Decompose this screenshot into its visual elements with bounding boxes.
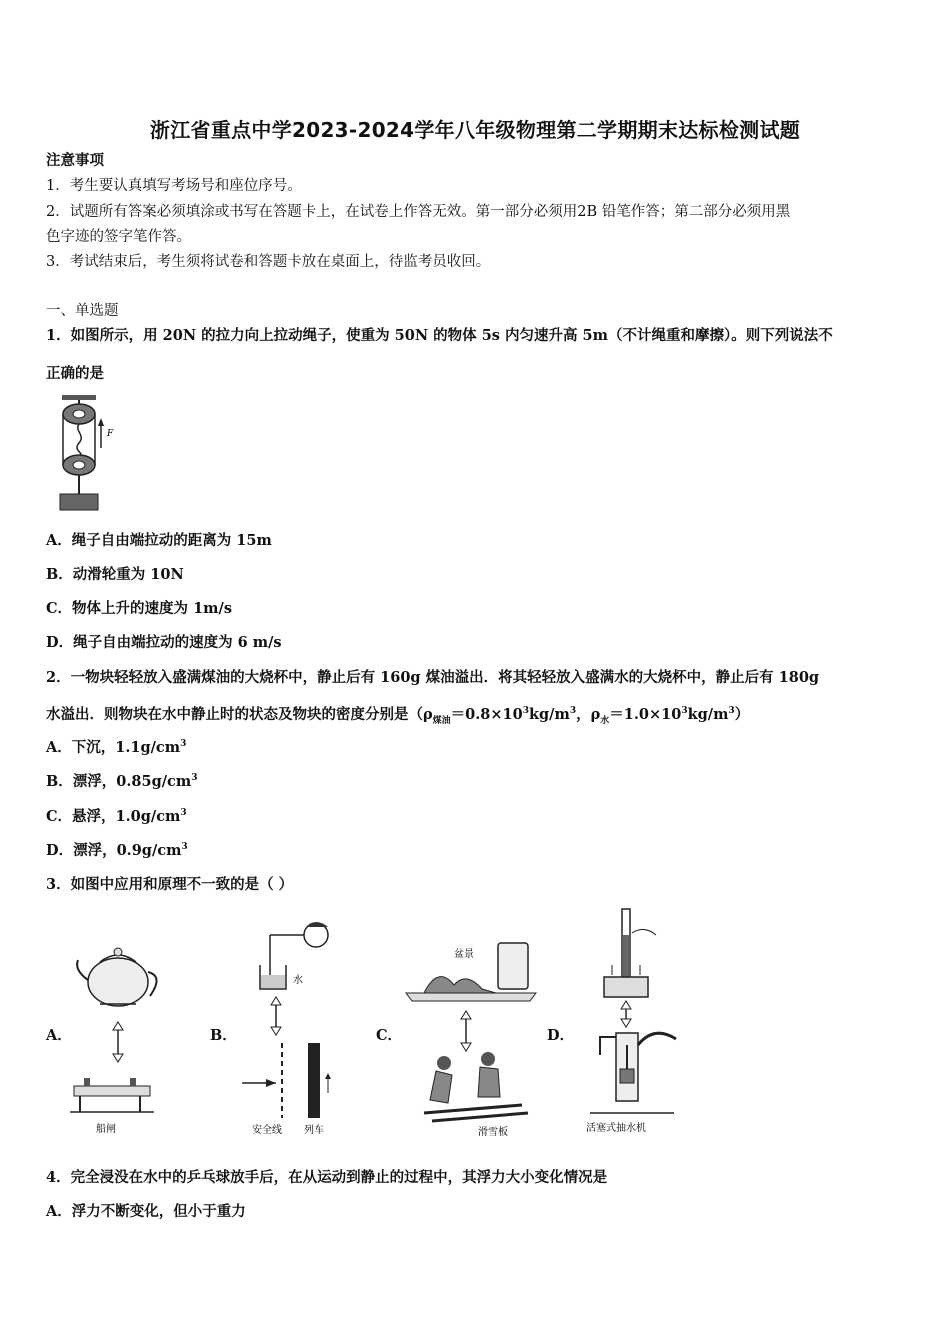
notice-heading: 注意事项 bbox=[46, 152, 104, 169]
water-label: 水 bbox=[293, 975, 303, 986]
pulley-diagram bbox=[52, 393, 122, 515]
page-title: 浙江省重点中学2023-2024学年八年级物理第二学期期末达标检测试题 bbox=[149, 118, 801, 142]
q2-option-d: D．漂浮，$0.9g/cm^3$ bbox=[46, 842, 188, 859]
q2-stem-line1: 2．一物块轻轻放入盛满煤油的大烧杯中，静止后有 160g 煤油溢出．将其轻轻放入盛满水的大烧杯中，静止后有 180g bbox=[46, 669, 820, 686]
q2-option-b: B．漂浮，$0.85g/cm^3$ bbox=[46, 773, 198, 790]
bonsai-ski-figure bbox=[404, 935, 542, 1140]
q1-option-c: C．物体上升的速度为 1m/s bbox=[46, 600, 232, 617]
bonsai-caption: 盆景 bbox=[454, 949, 474, 960]
piston-pump-caption: 活塞式抽水机 bbox=[586, 1123, 646, 1134]
q2-option-c: C．悬浮，$1.0g/cm^3$ bbox=[46, 808, 187, 825]
q1-stem-line1: 1．如图所示，用 20N 的拉力向上拉动绳子，使重为 50N 的物体 5s 内匀速升高 5m（不计绳重和摩擦）。则下列说法不 bbox=[46, 327, 833, 344]
q3-option-d-label: D． bbox=[547, 1027, 575, 1044]
q2-option-a: A．下沉，$1.1g/cm^3$ bbox=[46, 739, 187, 756]
q4-option-a: A．浮力不断变化，但小于重力 bbox=[46, 1203, 246, 1220]
notice-item: 色字迹的签字笔作答。 bbox=[46, 229, 191, 245]
q1-option-a: A．绳子自由端拉动的距离为 15m bbox=[46, 532, 272, 549]
q3-option-b-label: B． bbox=[210, 1027, 237, 1044]
q4-stem: 4．完全浸没在水中的乒乓球放手后，在从运动到静止的过程中，其浮力大小变化情况是 bbox=[46, 1169, 608, 1186]
notice-item: 1．考生要认真填写考场号和座位序号。 bbox=[46, 178, 302, 194]
barometer-pump-figure bbox=[584, 905, 684, 1135]
q3-stem: 3．如图中应用和原理不一致的是（ ） bbox=[46, 876, 294, 893]
notice-item: 3．考试结束后，考生须将试卷和答题卡放在桌面上，待监考员收回。 bbox=[46, 254, 491, 270]
straw-safety-line-figure bbox=[238, 913, 348, 1138]
q3-option-a-label: A． bbox=[46, 1027, 72, 1044]
force-label: F bbox=[107, 429, 114, 439]
train-caption: 列车 bbox=[304, 1125, 324, 1136]
notice-item: 2．试题所有答案必须填涂或书写在答题卡上，在试卷上作答无效。第一部分必须用2B 铅笔作答；第二部分必须用黑 bbox=[46, 204, 791, 220]
safety-line-caption: 安全线 bbox=[252, 1125, 282, 1136]
ship-lock-caption: 船闸 bbox=[96, 1124, 116, 1135]
section-heading: 一、单选题 bbox=[46, 303, 119, 319]
q3-option-c-label: C． bbox=[376, 1027, 403, 1044]
ski-caption: 滑雪板 bbox=[478, 1127, 508, 1138]
teapot-lock-figure bbox=[70, 940, 170, 1140]
q1-stem-line2: 正确的是 bbox=[46, 365, 104, 382]
q1-option-d: D．绳子自由端拉动的速度为 6 m/s bbox=[46, 634, 282, 651]
q1-option-b: B．动滑轮重为 10N bbox=[46, 566, 184, 583]
q2-stem-line2: 水溢出．则物块在水中静止时的状态及物块的密度分别是（$\rho_{煤油}=0.8\times 10^3kg/m^3$，$\rho_水=1.0\times 10^3kg/m^3$） bbox=[46, 706, 750, 726]
